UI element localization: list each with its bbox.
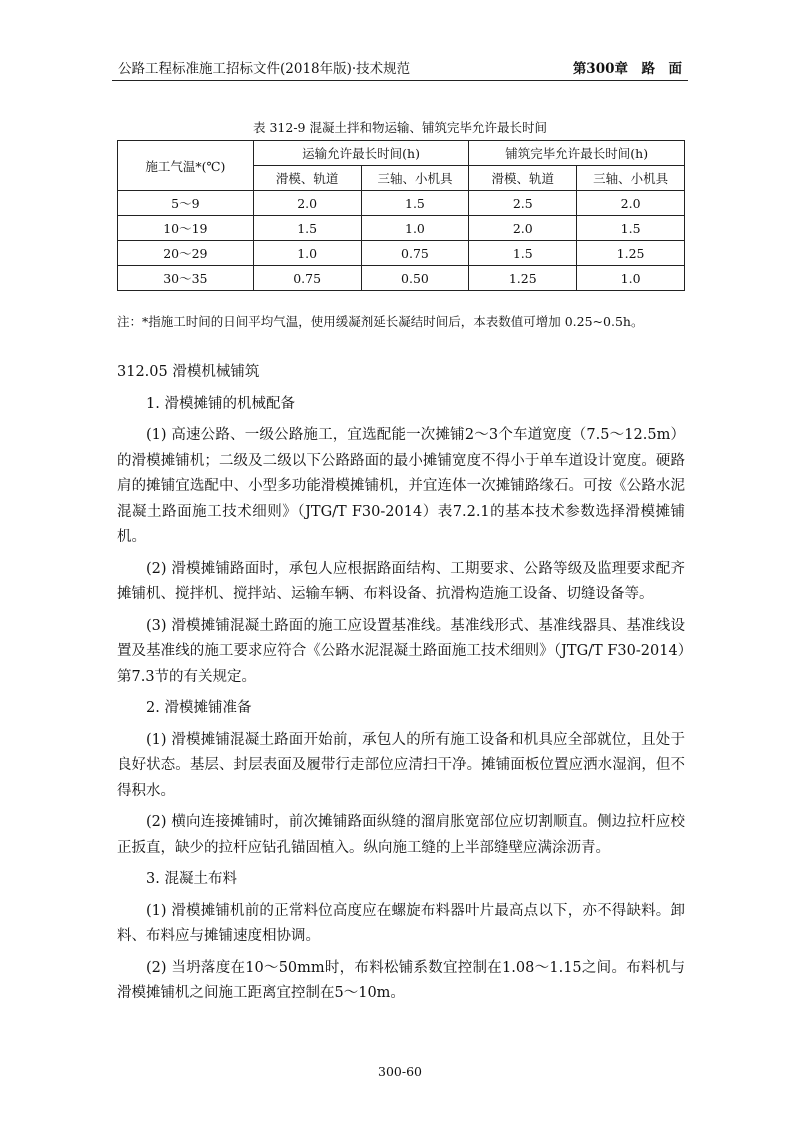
header-temperature: 施工气温*(℃): [118, 141, 254, 191]
header-chapter: 第300章 路 面: [572, 61, 682, 77]
table-caption: 表 312-9 混凝土拌和物运输、铺筑完毕允许最长时间: [253, 120, 547, 135]
table-cell: 1.0: [577, 266, 685, 291]
table-cell: 1.25: [577, 241, 685, 266]
table-cell: 1.5: [253, 216, 361, 241]
document-body: [117, 360, 685, 1013]
paragraph: (1) 高速公路、一级公路施工，宜选配能一次摊铺2～3个车道宽度（7.5～12.5m）的滑模摊铺机；二级及二级以下公路路面的最小摊铺宽度不得小于单车道设计宽度。硬路肩的摊铺宜选配中、小型多功能滑模摊铺机，并宜连体一次摊铺路缘石。可按《公路水泥混凝土路面施工技术细则》（JTG/T F30-2014）表7.2.1的基本技术参数选择滑模摊铺机。: [117, 427, 685, 545]
table-row: [118, 266, 685, 291]
table-cell: 5～9: [118, 191, 254, 216]
subheader-cell: 滑模、轨道: [469, 166, 577, 191]
subheader-cell: 滑模、轨道: [253, 166, 361, 191]
paragraph: (2) 滑模摊铺路面时，承包人应根据路面结构、工期要求、公路等级及监理要求配齐摊铺机、搅拌机、搅拌站、运输车辆、布料设备、抗滑构造施工设备、切缝设备等。: [117, 560, 685, 602]
table-cell: 0.75: [361, 241, 469, 266]
header-title: 公路工程标准施工招标文件(2018年版)·技术规范: [118, 61, 411, 77]
header-paving-group: 铺筑完毕允许最长时间(h): [469, 141, 685, 166]
table-cell: 1.25: [469, 266, 577, 291]
subheader-cell: 三轴、小机具: [577, 166, 685, 191]
table-cell: 0.75: [253, 266, 361, 291]
table-header-row: [118, 141, 685, 166]
table-cell: 2.0: [469, 216, 577, 241]
table-cell: 30～35: [118, 266, 254, 291]
table-cell: 20～29: [118, 241, 254, 266]
table-row: [118, 191, 685, 216]
table-cell: 1.0: [253, 241, 361, 266]
table-cell: 1.0: [361, 216, 469, 241]
subsection-heading: 2. 滑模摊铺准备: [146, 700, 252, 716]
running-header: [112, 54, 688, 81]
subheader-cell: 三轴、小机具: [361, 166, 469, 191]
header-transport-group: 运输允许最长时间(h): [253, 141, 469, 166]
subsection-heading: 1. 滑模摊铺的机械配备: [146, 395, 295, 412]
table-cell: 2.0: [577, 191, 685, 216]
table-note: 注：*指施工时间的日间平均气温，使用缓凝剂延长凝结时间后，本表数值可增加 0.25~0.5h。: [117, 314, 644, 329]
table-cell: 2.0: [253, 191, 361, 216]
subsection-heading: 3. 混凝土布料: [146, 871, 237, 887]
section-heading: 312.05 滑模机械铺筑: [117, 364, 260, 380]
table-row: [118, 216, 685, 241]
paragraph: (3) 滑模摊铺混凝土路面的施工应设置基准线。基准线形式、基准线器具、基准线设置及基准线的施工要求应符合《公路水泥混凝土路面施工技术细则》（JTG/T F30-2014）第7.3节的有关规定。: [117, 617, 685, 685]
time-limit-table: [117, 140, 685, 291]
paragraph: (1) 滑模摊铺混凝土路面开始前，承包人的所有施工设备和机具应全部就位，且处于良好状态。基层、封层表面及履带行走部位应清扫干净。摊铺面板位置应洒水湿润，但不得积水。: [117, 731, 685, 799]
page-number: 300-60: [378, 1064, 422, 1079]
table-cell: 0.50: [361, 266, 469, 291]
table-cell: 1.5: [361, 191, 469, 216]
paragraph: (2) 当坍落度在10～50mm时，布料松铺系数宜控制在1.08～1.15之间。布料机与滑模摊铺机之间施工距离宜控制在5～10m。: [117, 959, 685, 1001]
table-cell: 2.5: [469, 191, 577, 216]
paragraph: (1) 滑模摊铺机前的正常料位高度应在螺旋布料器叶片最高点以下，亦不得缺料。卸料、布料应与摊铺速度相协调。: [117, 902, 685, 944]
table-row: [118, 241, 685, 266]
table-cell: 10～19: [118, 216, 254, 241]
paragraph: (2) 横向连接摊铺时，前次摊铺路面纵缝的溜肩胀宽部位应切割顺直。侧边拉杆应校正扳直，缺少的拉杆应钻孔锚固植入。纵向施工缝的上半部缝壁应满涂沥青。: [117, 814, 685, 856]
table-cell: 1.5: [469, 241, 577, 266]
table-cell: 1.5: [577, 216, 685, 241]
